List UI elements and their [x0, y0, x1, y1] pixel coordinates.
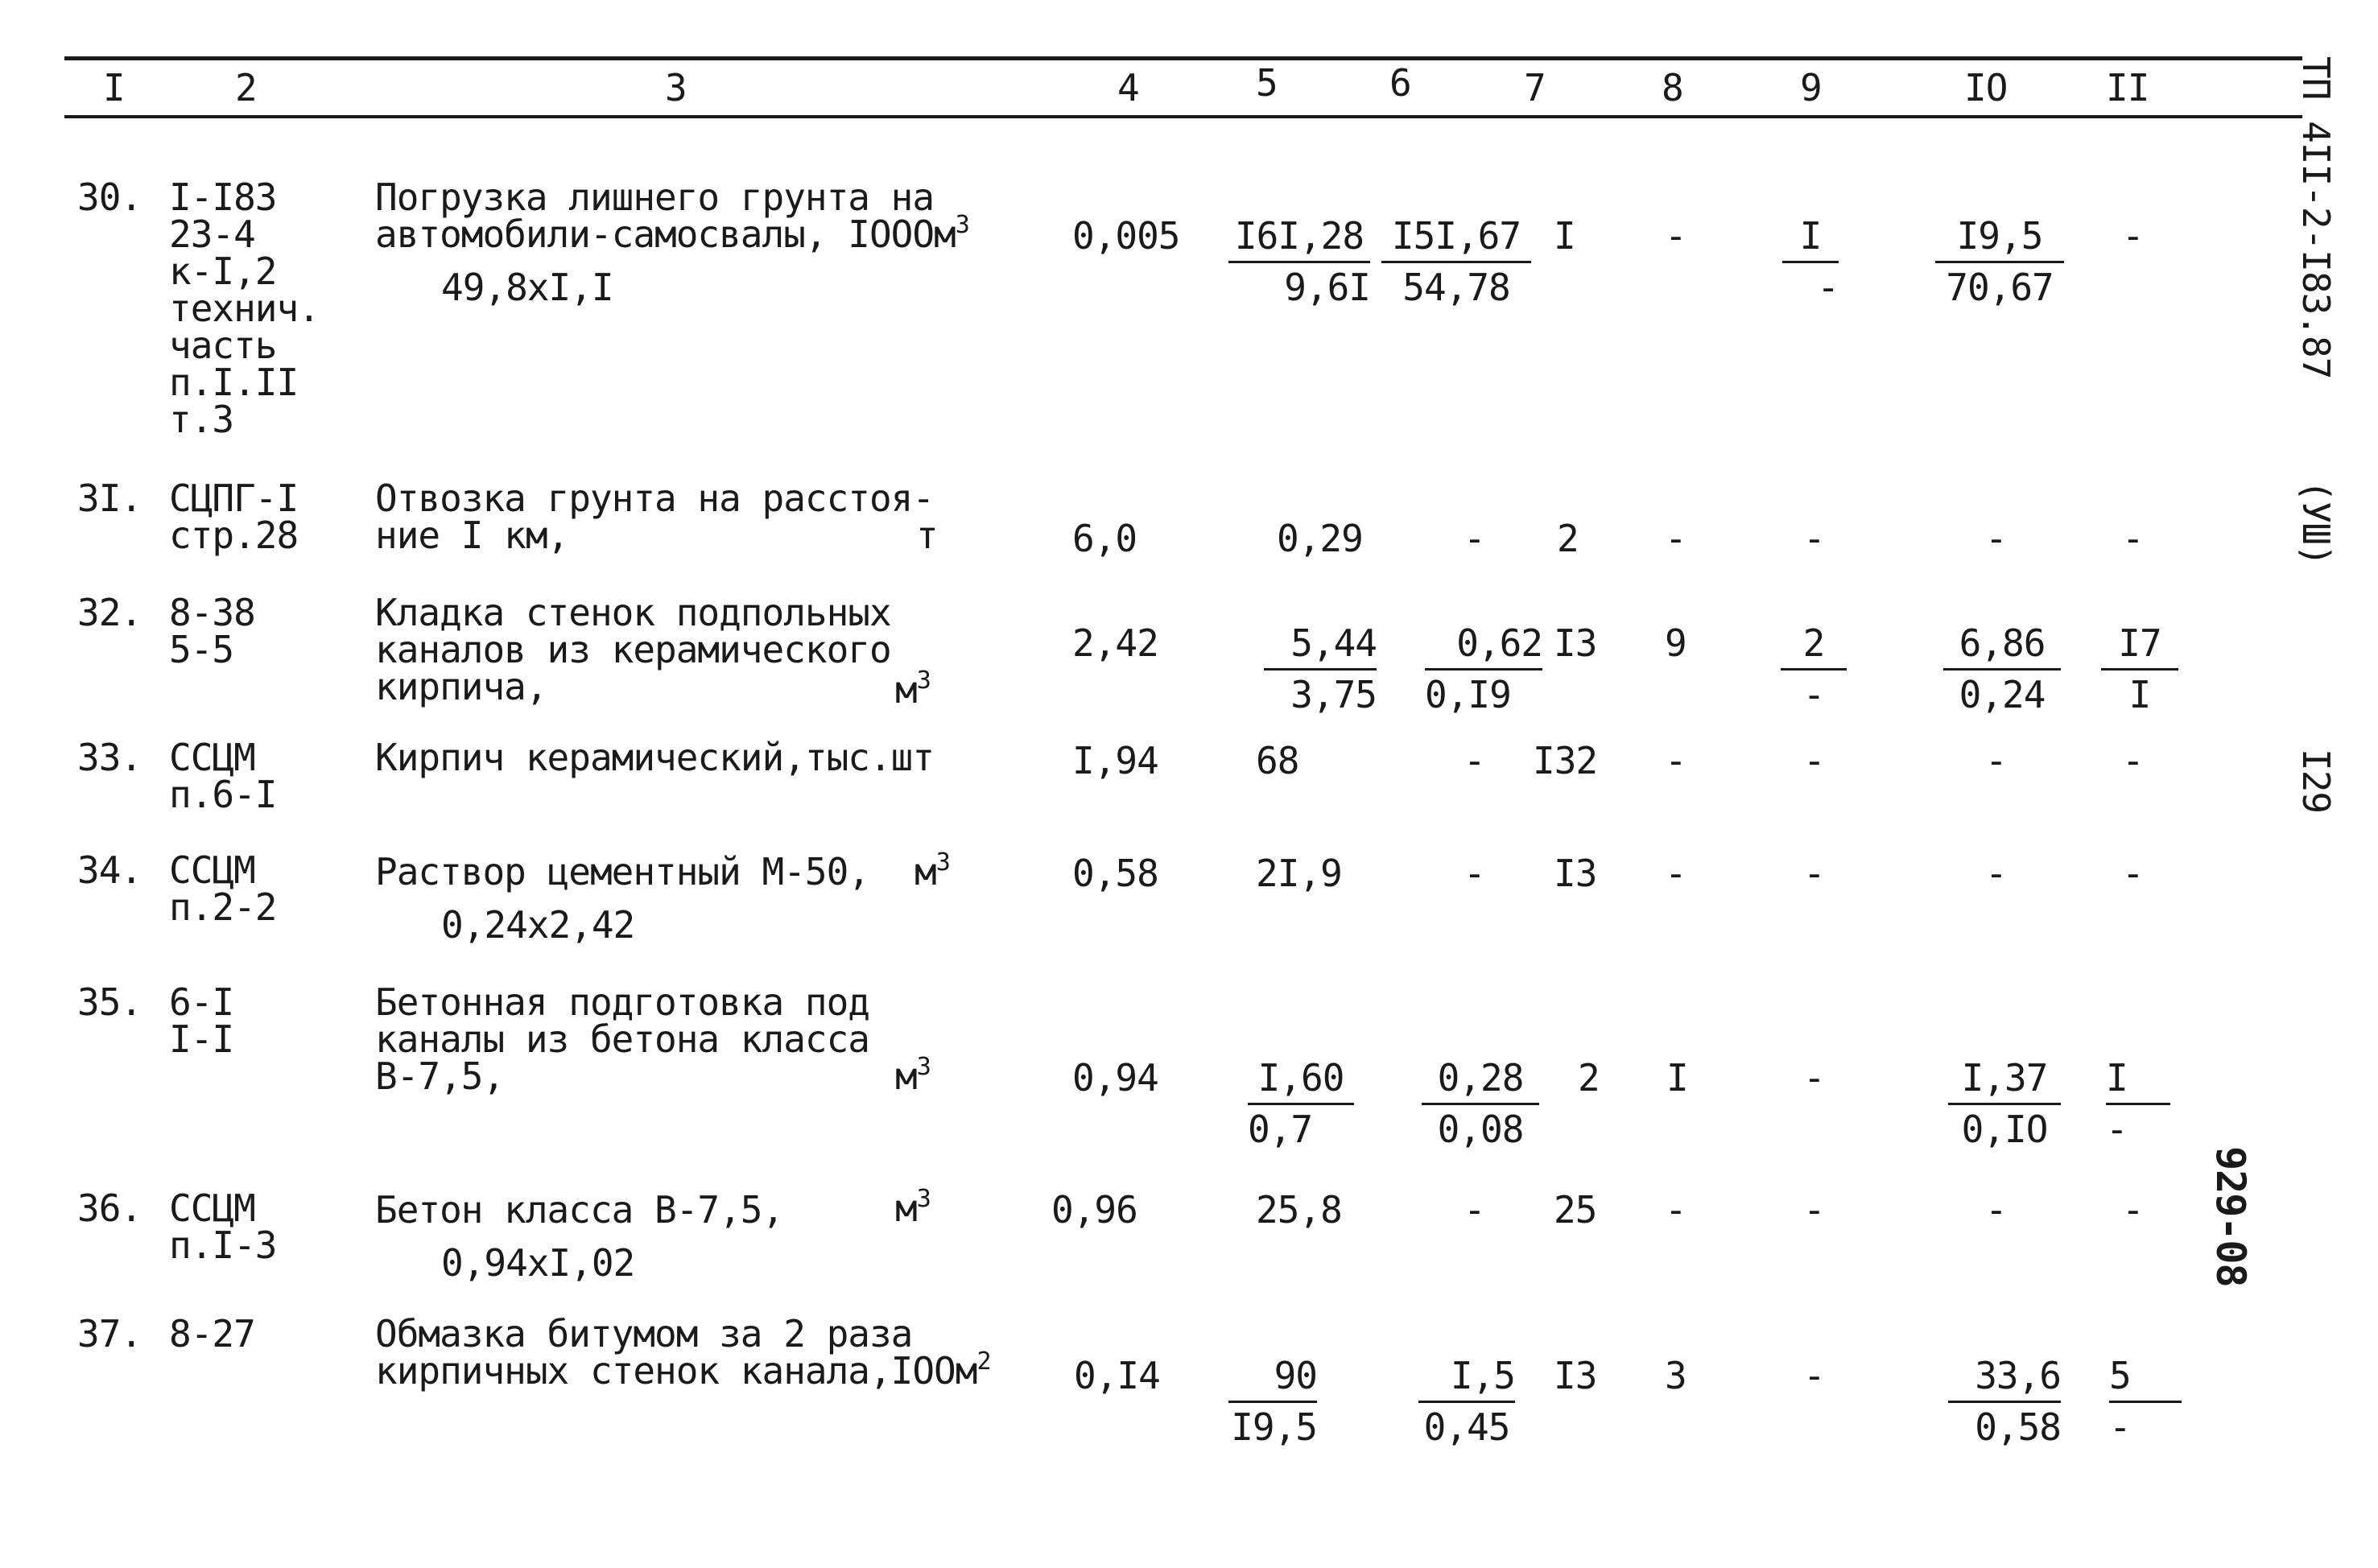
fraction-bar: [1228, 1401, 1317, 1403]
row-code-line: I-I83: [169, 175, 277, 219]
row-name-line: ние I км,: [375, 514, 569, 557]
col7-value: I: [1554, 214, 1575, 258]
fraction-bottom: 0,58: [1975, 1405, 2061, 1449]
row-number: 32.: [77, 591, 142, 634]
row-number: 36.: [77, 1186, 142, 1230]
row-code-line: к-I,2: [169, 250, 277, 293]
fraction-bar: [1943, 668, 2061, 671]
col6-value: -: [1464, 1188, 1485, 1232]
fraction-bar: [2109, 1401, 2182, 1403]
col11-value: -: [2122, 214, 2144, 258]
row-name-line: Обмазка битумом за 2 раза: [375, 1312, 913, 1355]
row-name-line: Кирпич керамический,тыс.шт: [375, 736, 935, 779]
col9-value: -: [1803, 739, 1825, 782]
fraction-top: 2: [1802, 621, 1825, 665]
fraction-bar: [1228, 261, 1370, 263]
row-code-line: 5-5: [169, 628, 234, 671]
row-code-line: п.6-I: [169, 773, 277, 816]
header-bottom-rule: [64, 115, 2302, 118]
header-col-4: 4: [1117, 66, 1139, 109]
fraction-top: I7: [2118, 621, 2161, 665]
header-col-7: 7: [1524, 66, 1546, 109]
fraction-top: I5I,67: [1391, 214, 1521, 258]
row-unit: т: [916, 514, 938, 557]
row-name-line: автомобили-самосвалы, IOOOм$^3$: [375, 211, 969, 256]
row-unit: $м^3$: [895, 666, 931, 712]
col11-value: -: [2122, 1188, 2144, 1232]
col11-value: -: [2122, 739, 2144, 782]
col4-quantity: I,94: [1072, 739, 1158, 782]
fraction-top: 0,62: [1456, 621, 1542, 665]
header-col-10: IO: [1964, 66, 2008, 109]
col8-value: 3: [1665, 1354, 1686, 1397]
row-code-line: п.I-3: [169, 1223, 277, 1267]
fraction-top: I: [2106, 1056, 2128, 1100]
row-code-line: п.I.II: [169, 361, 299, 404]
col8-value: I: [1666, 1056, 1688, 1100]
col11-value: -: [2122, 852, 2144, 895]
row-name-line: каналов из керамического: [375, 628, 891, 671]
fraction-top: I9,5: [1956, 214, 2043, 258]
fraction-bar: [1418, 1401, 1515, 1403]
col10-value: -: [1985, 739, 2007, 782]
fraction-top: 5: [2109, 1354, 2131, 1397]
col4-quantity: 0,005: [1072, 214, 1180, 258]
row-number: 37.: [77, 1312, 142, 1355]
row-code-line: т.3: [169, 398, 234, 441]
col7-value: I32: [1533, 739, 1598, 782]
col8-value: -: [1665, 214, 1686, 258]
archive-stamp: 929-08: [2207, 1146, 2254, 1287]
header-col-6: 6: [1389, 61, 1411, 105]
fraction-bottom: -: [2106, 1108, 2128, 1151]
row-code-line: 8-27: [169, 1312, 255, 1355]
row-unit: $м^3$: [895, 1053, 931, 1098]
page-number: I29: [2294, 749, 2338, 814]
row-unit: $м^3$: [895, 1185, 931, 1230]
col7-value: I3: [1554, 1354, 1597, 1397]
fraction-bar: [1782, 261, 1839, 263]
unit-exponent: 3: [935, 848, 950, 877]
fraction-bottom: 0,7: [1248, 1108, 1313, 1151]
col6-value: -: [1464, 739, 1485, 782]
fraction-top: I: [1799, 214, 1822, 258]
row-name-line: Отвозка грунта на расстоя-: [375, 477, 935, 520]
col5-value: 68: [1256, 739, 1299, 782]
row-code-line: СЦПГ-I: [169, 477, 299, 520]
col10-value: -: [1985, 1188, 2007, 1232]
row-name-line: каналы из бетона класса: [375, 1017, 869, 1061]
row-code-line: ССЦМ: [169, 736, 255, 779]
row-code-line: ССЦМ: [169, 848, 255, 892]
fraction-bottom: 3,75: [1290, 673, 1377, 716]
row-code-line: ССЦМ: [169, 1186, 255, 1230]
fraction-bar: [1381, 261, 1531, 263]
fraction-top: I,37: [1961, 1056, 2048, 1100]
col9-value: -: [1803, 1354, 1825, 1397]
document-code: ТП 4II-2-I83.87: [2294, 56, 2338, 379]
fraction-bar: [1948, 1401, 2061, 1403]
col4-quantity: 0,58: [1072, 852, 1158, 895]
header-col-2: 2: [235, 66, 257, 109]
fraction-bar: [2106, 1103, 2170, 1105]
fraction-bar: [2101, 668, 2178, 671]
header-col-5: 5: [1256, 61, 1278, 105]
fraction-top: I6I,28: [1234, 214, 1364, 258]
fraction-bottom: 0,24: [1959, 673, 2046, 716]
unit-exponent: 2: [976, 1347, 991, 1376]
row-code-line: 23-4: [169, 213, 255, 256]
row-number: 30.: [77, 175, 142, 219]
row-code-line: п.2-2: [169, 885, 277, 929]
row-number: 34.: [77, 848, 142, 892]
col4-quantity: 0,96: [1051, 1188, 1137, 1232]
header-top-rule: [64, 56, 2302, 60]
fraction-top: 6,86: [1959, 621, 2046, 665]
row-code-line: стр.28: [169, 514, 299, 557]
volume-marker: (УШ): [2294, 480, 2338, 566]
row-name-line: Погрузка лишнего грунта на: [375, 175, 935, 219]
col7-value: 25: [1554, 1188, 1597, 1232]
header-col-9: 9: [1800, 66, 1822, 109]
fraction-bar: [1248, 1103, 1354, 1105]
fraction-top: I,5: [1450, 1354, 1515, 1397]
unit-exponent: 3: [916, 1053, 931, 1081]
col5-value: 2I,9: [1256, 852, 1342, 895]
row-code-line: 6-I: [169, 980, 234, 1024]
col7-value: 2: [1557, 517, 1579, 560]
col7-value: 2: [1578, 1056, 1600, 1100]
row-name-line: 0,24х2,42: [441, 903, 635, 947]
fraction-bar: [1425, 668, 1542, 671]
fraction-top: 90: [1274, 1354, 1317, 1397]
col10-value: -: [1985, 517, 2007, 560]
header-col-8: 8: [1662, 66, 1683, 109]
col8-value: 9: [1665, 621, 1686, 665]
col11-value: -: [2122, 517, 2144, 560]
col8-value: -: [1665, 739, 1686, 782]
row-number: 35.: [77, 980, 142, 1024]
col5-value: 0,29: [1277, 517, 1363, 560]
fraction-bar: [1935, 261, 2064, 263]
row-unit: $м^3$: [914, 848, 950, 893]
fraction-bottom: 54,78: [1402, 266, 1510, 309]
col7-value: I3: [1554, 852, 1597, 895]
header-col-3: 3: [665, 66, 687, 109]
fraction-bar: [1422, 1103, 1539, 1105]
col9-value: -: [1803, 1056, 1825, 1100]
col9-value: -: [1803, 517, 1825, 560]
row-name-line: кирпича,: [375, 665, 547, 708]
col9-value: -: [1803, 1188, 1825, 1232]
unit-exponent: 3: [916, 666, 931, 695]
header-col-11: II: [2106, 66, 2149, 109]
row-code-line: 8-38: [169, 591, 255, 634]
fraction-bottom: -: [1802, 673, 1825, 716]
col9-value: -: [1803, 852, 1825, 895]
row-number: 3I.: [77, 477, 142, 520]
col8-value: -: [1665, 1188, 1686, 1232]
col8-value: -: [1665, 852, 1686, 895]
fraction-bottom: I: [2128, 673, 2151, 716]
row-name-line: Кладка стенок подпольных: [375, 591, 891, 634]
row-number: 33.: [77, 736, 142, 779]
fraction-bottom: 9,6I: [1284, 266, 1370, 309]
header-col-1: I: [103, 66, 125, 109]
fraction-bar: [1264, 668, 1377, 671]
row-name-line: 49,8хI,I: [441, 266, 613, 309]
unit-exponent: 3: [955, 211, 969, 239]
fraction-bottom: I9,5: [1231, 1405, 1317, 1449]
fraction-bottom: 0,45: [1423, 1405, 1510, 1449]
col8-value: -: [1665, 517, 1686, 560]
fraction-bottom: 0,IO: [1961, 1108, 2048, 1151]
col4-quantity: 0,94: [1072, 1056, 1158, 1100]
col4-quantity: 6,0: [1072, 517, 1137, 560]
fraction-top: 5,44: [1290, 621, 1377, 665]
row-name-line: Бетонная подготовка под: [375, 980, 869, 1024]
row-code-line: технич.: [169, 287, 320, 330]
fraction-top: I,60: [1257, 1056, 1344, 1100]
row-name-line: 0,94хI,02: [441, 1241, 635, 1285]
col4-quantity: 0,I4: [1074, 1354, 1160, 1397]
col4-quantity: 2,42: [1072, 621, 1158, 665]
row-name-line: кирпичных стенок канала,IOOм$^2$: [375, 1347, 991, 1393]
fraction-bottom: 0,I9: [1425, 673, 1511, 716]
col5-value: 25,8: [1256, 1188, 1342, 1232]
unit-exponent: 3: [916, 1185, 931, 1213]
fraction-top: 0,28: [1437, 1056, 1524, 1100]
row-code-line: часть: [169, 324, 277, 367]
col7-value: I3: [1554, 621, 1597, 665]
fraction-bottom: 0,08: [1437, 1108, 1524, 1151]
col6-value: -: [1464, 852, 1485, 895]
col10-value: -: [1985, 852, 2007, 895]
fraction-bottom: -: [1817, 266, 1839, 309]
row-name-line: Бетон класса В-7,5,: [375, 1188, 784, 1232]
fraction-bar: [1948, 1103, 2061, 1105]
row-name-line: В-7,5,: [375, 1054, 505, 1098]
fraction-bottom: 70,67: [1946, 266, 2054, 309]
row-code-line: I-I: [169, 1017, 234, 1061]
fraction-bar: [1781, 668, 1847, 671]
fraction-top: 33,6: [1975, 1354, 2061, 1397]
fraction-bottom: -: [2109, 1405, 2131, 1449]
row-name-line: Раствор цементный М-50,: [375, 850, 869, 893]
col6-value: -: [1464, 517, 1485, 560]
